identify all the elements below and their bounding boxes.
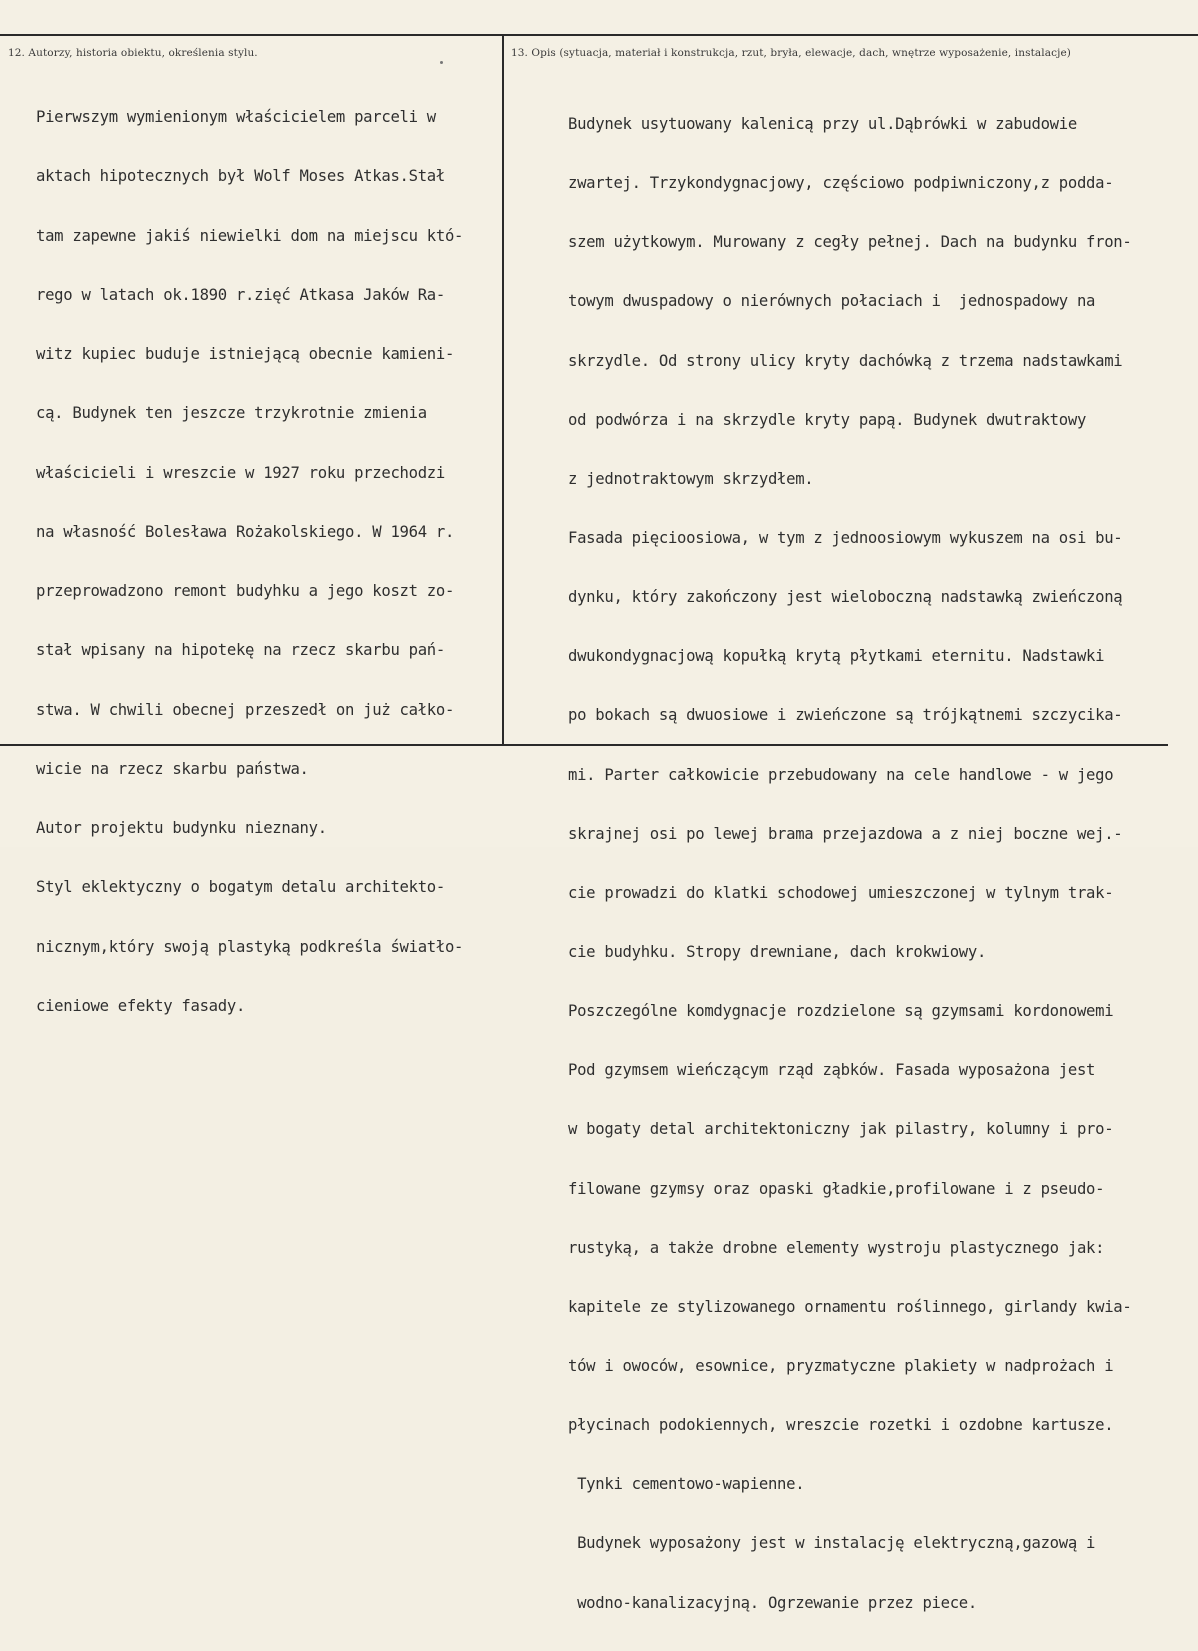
section-12-heading: 12. Autorzy, historia obiektu, określenia stylu. [8,47,258,59]
description-line: szem użytkowym. Murowany z cegły pełnej. Dach na budynku fron- [568,233,1132,252]
description-line: Budynek wyposażony jest w instalację elektryczną,gazową i [568,1534,1096,1553]
description-line: dynku, który zakończony jest wieloboczną nadstawką zwieńczoną [568,588,1123,607]
history-line: tam zapewne jakiś niewielki dom na miejscu któ- [36,226,464,245]
history-line: Autor projektu budynku nieznany. [36,819,327,837]
description-line: skrajnej osi po lewej brama przejazdowa a z niej boczne wej.- [568,824,1123,843]
history-line: wicie na rzecz skarbu państwa. [36,759,309,778]
description-text-column [568,77,1131,1651]
description-line: mi. Parter całkowicie przebudowany na cele handlowe - w jego [568,765,1114,784]
description-line: Tynki cementowo-wapienne. [568,1475,805,1494]
history-text-column [36,70,463,1054]
description-line: płycinach podokiennych, wreszcie rozetki i ozdobne kartusze. [568,1416,1114,1435]
description-line: z jednotraktowym skrzydłem. [568,469,814,488]
ink-speck [440,61,443,64]
description-line: po bokach są dwuosiowe i zwieńczone są trójkątnemi szczycika- [568,706,1123,725]
description-line: Pod gzymsem wieńczącym rząd ząbków. Fasada wyposażona jest [568,1061,1096,1080]
description-line: skrzydle. Od strony ulicy kryty dachówką z trzema nadstawkami [568,351,1123,370]
top-rule [0,34,1198,36]
description-line: rustyką, a także drobne elementy wystroju plastycznego jak: [568,1238,1105,1257]
history-line: stwa. W chwili obecnej przeszedł on już całko- [36,700,455,719]
description-line: Fasada pięcioosiowa, w tym z jednoosiowym wykuszem na osi bu- [568,528,1123,547]
history-line: cieniowe efekty fasady. [36,996,246,1015]
history-line: stał wpisany na hipotekę na rzecz skarbu pań- [36,641,445,660]
description-line: od podwórza i na skrzydle kryty papą. Budynek dwutraktowy [568,410,1087,429]
description-line: wodno-kanalizacyjną. Ogrzewanie przez piece. [568,1593,977,1612]
column-divider [502,34,504,745]
section-13-heading: 13. Opis (sytuacja, materiał i konstrukcja, rzut, bryła, elewacje, dach, wnętrze wyposażenie, instalacje) [511,47,1071,59]
description-line: filowane gzymsy oraz opaski gładkie,profilowane i z pseudo- [568,1179,1105,1198]
history-line: aktach hipotecznych był Wolf Moses Atkas.Stał [36,167,445,186]
history-line: Pierwszym wymienionym właścicielem parceli w [36,108,436,126]
history-line: nicznym,który swoją plastyką podkreśla światło- [36,937,464,956]
description-line: cie budyhku. Stropy drewniane, dach krokwiowy. [568,942,987,961]
description-line: Budynek usytuowany kalenicą przy ul.Dąbrówki w zabudowie [568,115,1077,133]
description-line: towym dwuspadowy o nierównych połaciach i jednospadowy na [568,292,1096,311]
history-line: rego w latach ok.1890 r.zięć Atkasa Jaków Ra- [36,285,445,304]
description-line: dwukondygnacjową kopułką krytą płytkami eternitu. Nadstawki [568,647,1105,666]
history-line: właścicieli i wreszcie w 1927 roku przechodzi [36,463,445,482]
description-line: zwartej. Trzykondygnacjowy, częściowo podpiwniczony,z podda- [568,174,1114,193]
history-line: cą. Budynek ten jeszcze trzykrotnie zmienia [36,404,427,423]
history-line: Styl eklektyczny o bogatym detalu architekto- [36,878,445,897]
description-line: Poszczególne komdygnacje rozdzielone są gzymsami kordonowemi [568,1002,1114,1021]
description-line: w bogaty detal architektoniczny jak pilastry, kolumny i pro- [568,1120,1114,1139]
description-line: kapitele ze stylizowanego ornamentu roślinnego, girlandy kwia- [568,1297,1132,1316]
history-line: witz kupiec buduje istniejącą obecnie kamieni- [36,345,455,363]
history-line: na własność Bolesława Rożakolskiego. W 1964 r. [36,522,455,541]
description-line: cie prowadzi do klatki schodowej umieszczonej w tylnym trak- [568,883,1114,902]
history-line: przeprowadzono remont budyhku a jego koszt zo- [36,582,455,600]
description-line: tów i owoców, esownice, pryzmatyczne plakiety w nadprożach i [568,1356,1114,1375]
